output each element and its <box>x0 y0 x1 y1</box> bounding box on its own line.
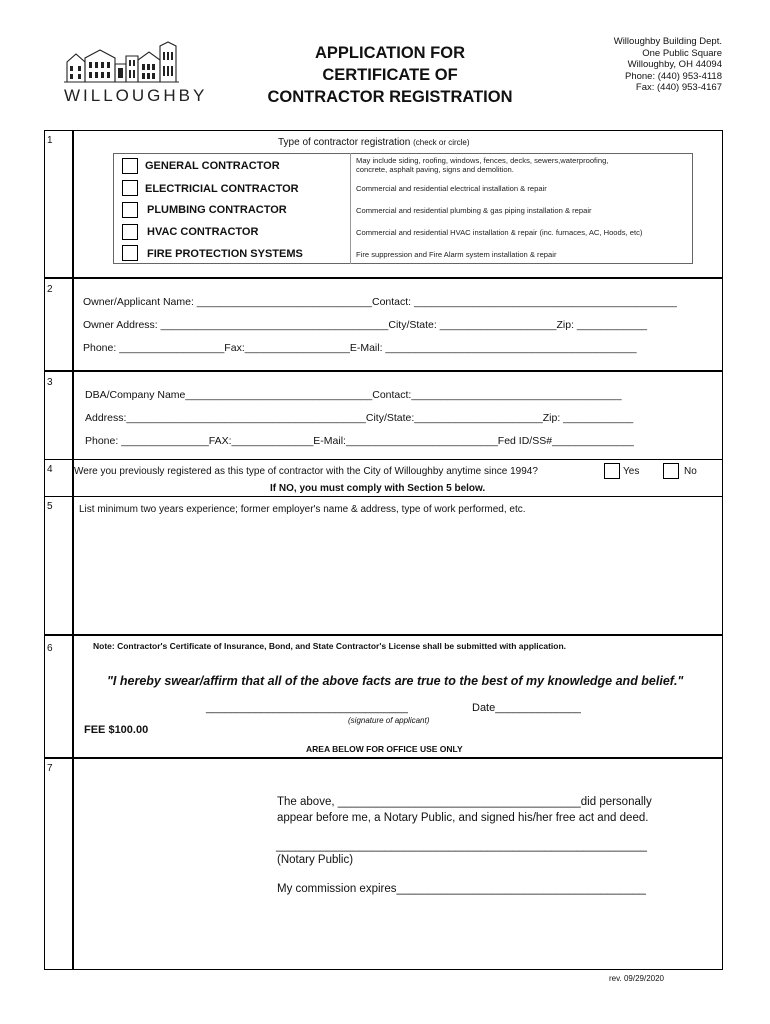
no-label: No <box>684 466 697 477</box>
heading-text: Type of contractor registration <box>278 137 411 148</box>
option-label: GENERAL CONTRACTOR <box>145 160 280 172</box>
owner-name-contact-field[interactable]: Owner/Applicant Name: ______________________________Contact: _____________________________________________ <box>83 296 677 308</box>
signature-caption: (signature of applicant) <box>348 716 430 725</box>
previous-registration-question: Were you previously registered as this type of contractor with the City of Willoughby anytime since 1994? <box>74 466 538 477</box>
logo-wordmark: WILLOUGHBY <box>64 86 208 105</box>
section-divider <box>44 459 723 460</box>
registration-type-separator <box>350 153 351 264</box>
section-divider <box>44 277 723 279</box>
experience-instructions: List minimum two years experience; former employer's name & address, type of work performed, etc. <box>79 504 526 515</box>
commission-expires-field[interactable]: My commission expires_______________________________________ <box>277 883 646 895</box>
section-divider <box>44 496 723 497</box>
owner-address-field[interactable]: Owner Address: _______________________________________City/State: ____________________Zip: ____________ <box>83 319 648 331</box>
yes-checkbox[interactable] <box>604 463 620 479</box>
oath-statement: "I hereby swear/affirm that all of the above facts are true to the best of my knowledge and belief." <box>107 674 684 688</box>
company-phone-fax-email-field[interactable]: Phone: _______________FAX:______________E-Mail:__________________________Fed ID/SS#______________ <box>85 435 634 447</box>
notary-public-label: (Notary Public) <box>277 854 354 866</box>
title-line: APPLICATION FOR <box>314 44 466 62</box>
department-address <box>614 36 722 94</box>
fee-amount: FEE $100.00 <box>84 724 149 736</box>
description-line: Fire suppression and Fire Alarm system installation & repair <box>356 250 557 259</box>
description-line: concrete, asphalt paving, signs and demolition. <box>356 165 514 174</box>
general-contractor-checkbox[interactable] <box>122 158 138 174</box>
option-description <box>356 156 608 174</box>
option-description <box>356 228 642 237</box>
title-line: CONTRACTOR REGISTRATION <box>267 88 513 106</box>
notary-signature-line[interactable]: __________________________________________________________ <box>276 840 647 852</box>
option-label: ELECTRICIAL CONTRACTOR <box>145 183 299 195</box>
company-address-field[interactable]: Address:_________________________________________City/State:______________________Zip: ____________ <box>85 412 634 424</box>
electrical-contractor-checkbox[interactable] <box>122 180 138 196</box>
section-number: 1 <box>47 135 53 146</box>
section5-requirement-note: If NO, you must comply with Section 5 below. <box>270 483 486 494</box>
description-line: Commercial and residential HVAC installation & repair (inc. furnaces, AC, Hoods, etc) <box>356 228 643 237</box>
yes-label: Yes <box>623 466 640 477</box>
dept-street: One Public Square <box>642 47 722 59</box>
section-number: 7 <box>47 763 53 774</box>
option-description <box>356 206 592 215</box>
section-number: 3 <box>47 377 53 388</box>
date-field[interactable]: Date______________ <box>472 702 581 714</box>
section1-heading <box>278 137 470 148</box>
section-divider <box>44 634 723 636</box>
section-divider <box>44 757 723 759</box>
office-use-heading: AREA BELOW FOR OFFICE USE ONLY <box>306 744 463 754</box>
heading-note: (check or circle) <box>413 138 470 147</box>
dept-name: Willoughby Building Dept. <box>613 36 722 47</box>
description-line: May include siding, roofing, windows, fences, decks, sewers,waterproofing, <box>356 156 609 165</box>
section-number: 6 <box>47 643 53 654</box>
option-label: HVAC CONTRACTOR <box>147 226 259 238</box>
section-number: 5 <box>47 501 53 512</box>
plumbing-contractor-checkbox[interactable] <box>122 202 138 218</box>
fire-protection-checkbox[interactable] <box>122 245 138 261</box>
section-number: 2 <box>47 284 53 295</box>
notary-statement-line1[interactable]: The above, ______________________________________did personally <box>277 796 652 808</box>
section-divider <box>44 370 723 372</box>
option-description <box>356 250 556 259</box>
option-label: PLUMBING CONTRACTOR <box>147 204 287 216</box>
revision-date: rev. 09/29/2020 <box>609 974 665 983</box>
signature-line[interactable]: _________________________________ <box>206 702 408 714</box>
dept-city: Willoughby, OH 44094 <box>627 59 722 71</box>
option-label: FIRE PROTECTION SYSTEMS <box>147 248 303 260</box>
option-description <box>356 184 547 193</box>
no-checkbox[interactable] <box>663 463 679 479</box>
description-line: Commercial and residential electrical installation & repair <box>356 184 547 193</box>
form-title <box>240 42 540 108</box>
description-line: Commercial and residential plumbing & gas piping installation & repair <box>356 206 592 215</box>
company-name-contact-field[interactable]: DBA/Company Name________________________________Contact:____________________________________ <box>85 389 622 401</box>
notary-statement-line2: appear before me, a Notary Public, and signed his/her free act and deed. <box>277 812 649 824</box>
documents-note: Note: Contractor's Certificate of Insurance, Bond, and State Contractor's License shall be submitted with application. <box>93 641 567 651</box>
dept-phone: Phone: (440) 953-4118 <box>624 70 722 82</box>
experience-textarea[interactable] <box>74 520 722 632</box>
hvac-contractor-checkbox[interactable] <box>122 224 138 240</box>
section-number: 4 <box>47 464 53 475</box>
title-line: CERTIFICATE OF <box>322 66 458 84</box>
owner-phone-fax-email-field[interactable]: Phone: __________________Fax:__________________E-Mail: ___________________________________________ <box>83 342 637 354</box>
dept-fax: Fax: (440) 953-4167 <box>635 82 722 94</box>
